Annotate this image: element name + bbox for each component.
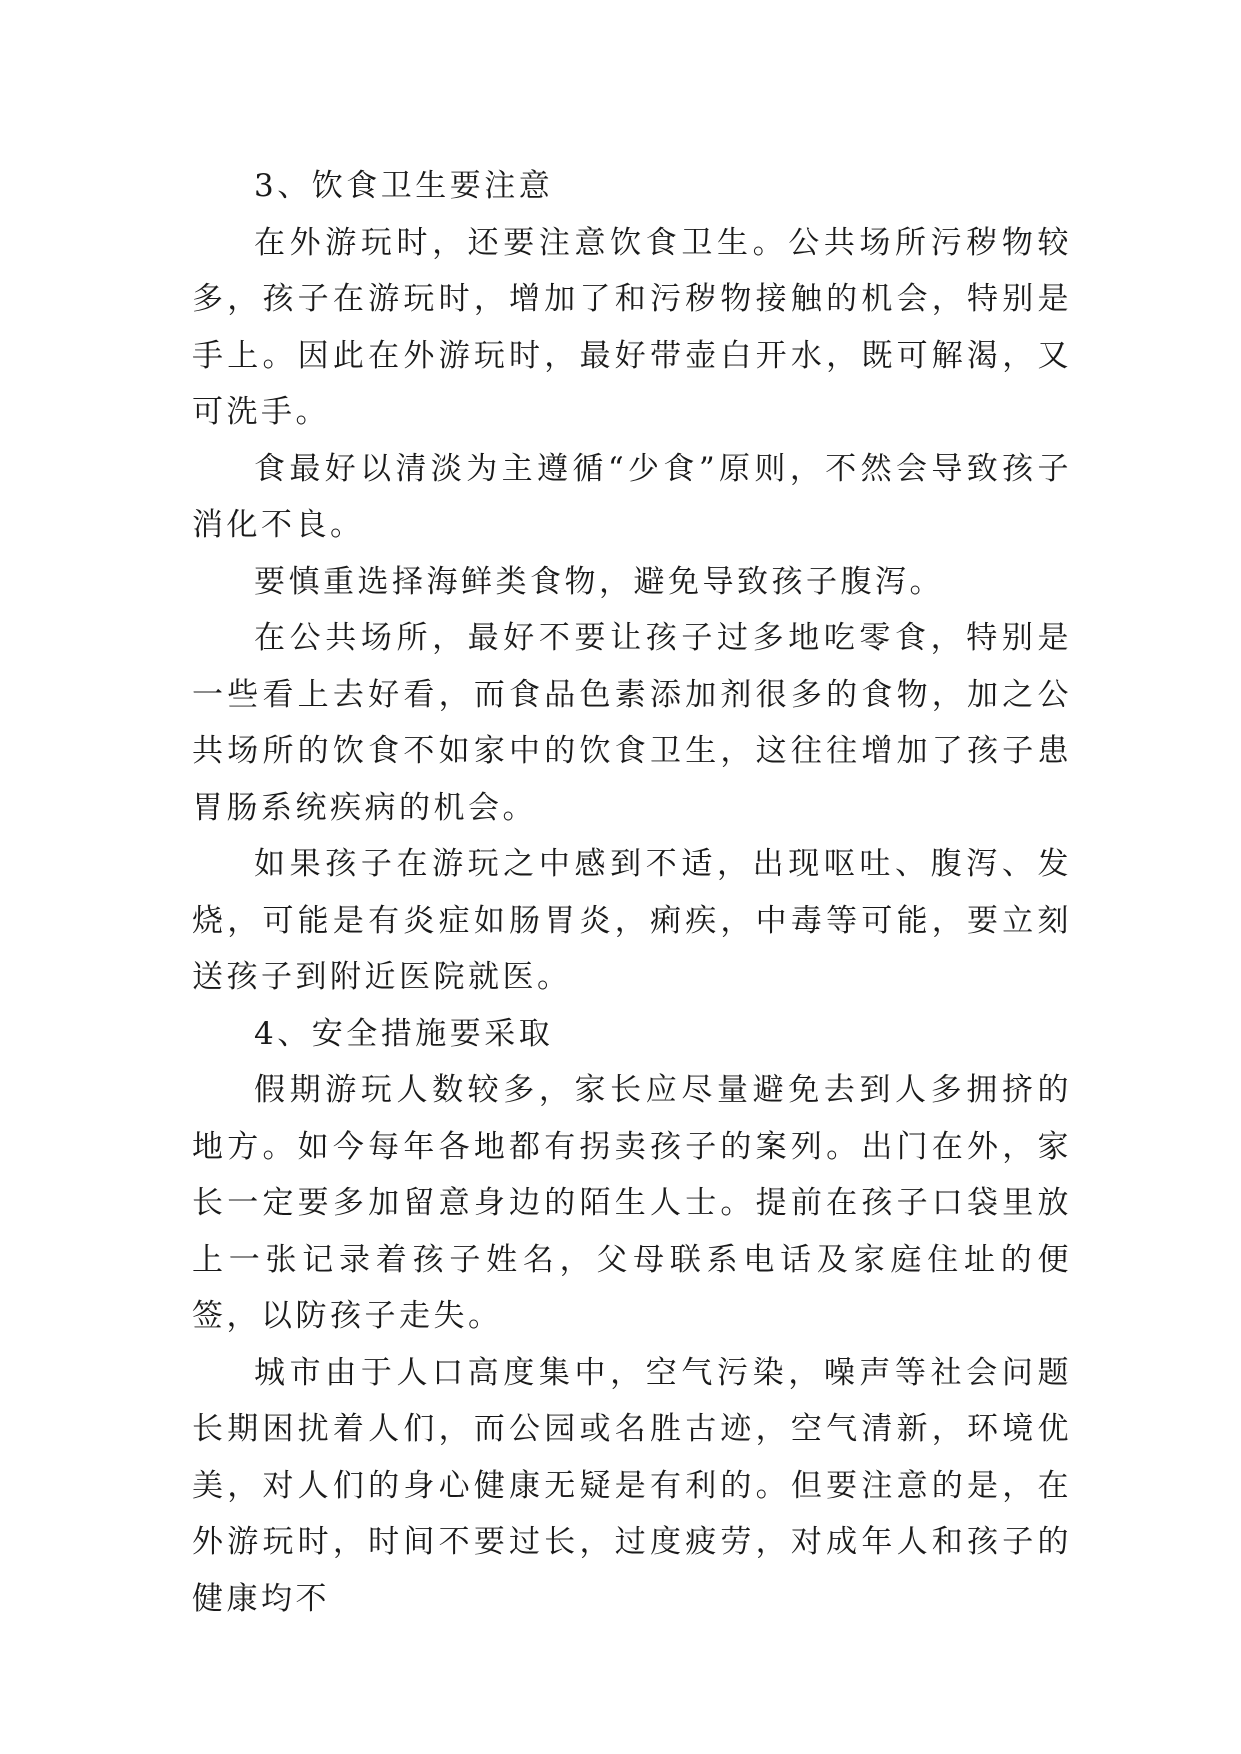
section-heading-safety-measures: 4、安全措施要采取: [254, 1015, 554, 1052]
paragraph-snacks-caution: 在公共场所，最好不要让孩子过多地吃零食，特别是一些看上去好看，而食品色素添加剂很多的食物，加之公共场所的饮食不如家中的饮食卫生，这往往增加了孩子患胃肠系统疾病的机会。: [192, 620, 1072, 826]
document-body: [192, 158, 1072, 1627]
paragraph-city-environment: 城市由于人口高度集中，空气污染，噪声等社会问题长期困扰着人们，而公园或名胜古迹，空气清新，环境优美，对人们的身心健康无疑是有利的。但要注意的是，在外游玩时，时间不要过长，过度疲劳，对成年人和孩子的健康均不: [192, 1354, 1072, 1617]
paragraph-light-food: 食最好以清淡为主遵循“少食”原则，不然会导致孩子消化不良。: [192, 450, 1072, 543]
paragraph-illness-response: 如果孩子在游玩之中感到不适，出现呕吐、腹泻、发烧，可能是有炎症如肠胃炎，痢疾，中毒等可能，要立刻送孩子到附近医院就医。: [192, 846, 1072, 995]
paragraph-crowd-safety: 假期游玩人数较多，家长应尽量避免去到人多拥挤的地方。如今每年各地都有拐卖孩子的案列。出门在外，家长一定要多加留意身边的陌生人士。提前在孩子口袋里放上一张记录着孩子姓名，父母联系电话及家庭住址的便签，以防孩子走失。: [192, 1072, 1072, 1334]
paragraph-seafood-caution: 要慎重选择海鲜类食物，避免导致孩子腹泻。: [254, 563, 944, 600]
section-heading-diet-hygiene: 3、饮食卫生要注意: [254, 168, 554, 204]
paragraph-diet-hygiene-intro: 在外游玩时，还要注意饮食卫生。公共场所污秽物较多，孩子在游玩时，增加了和污秽物接触的机会，特别是手上。因此在外游玩时，最好带壶白开水，既可解渴，又可洗手。: [192, 224, 1072, 430]
